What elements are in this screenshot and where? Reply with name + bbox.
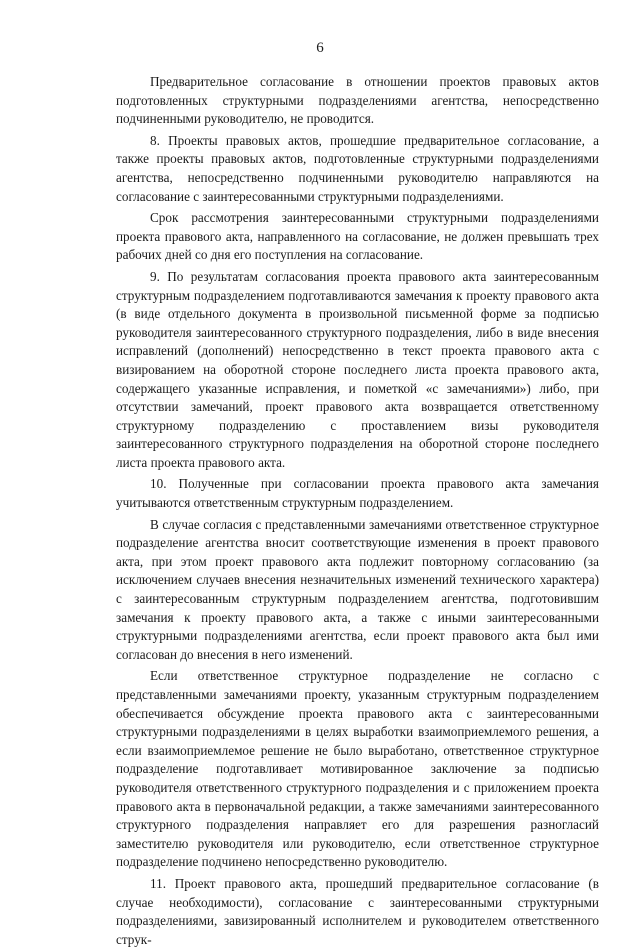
paragraph-clause-10: 10. Полученные при согласовании проекта правового акта замечания учитываются ответственным структурным подразделением. [116,476,599,511]
document-body [116,73,599,949]
paragraph-clause-11: 11. Проект правового акта, прошедший предварительное согласование (в случае необходимости), согласование с заинтересованными структурными подразделениями, завизированный исполнителем и руководителем ответственного струк- [116,875,599,947]
paragraph-disagreement-case: Если ответственное структурное подразделение не согласно с представленными замечаниями проекту, указанным структурным подразделением обеспечивается обсуждение проекта правового акта с заинтересованными структурными подразделениями в целях выработки взаимоприемлемого решения, а если взаимоприемлемое решение не было выработано, ответственное структурное подразделение подготавливает мотивированное заключение за подписью руководителя ответственного структурного подразделения и с приложением проекта правового акта в первоначальной редакции, а также замечаниями заинтересованного структурного подразделения направляет его для разрешения разногласий заместителю руководителя или руководителю, если ответственное структурное подразделение подчинено непосредственно руководителю. [116,668,599,870]
paragraph-agreement-case: В случае согласия с представленными замечаниями ответственное структурное подразделение агентства вносит соответствующие изменения в проект правового акта, при этом проект правового акта подлежит повторному согласованию (за исключением случаев внесения незначительных изменений технического характера) с заинтересованным структурным подразделением агентства, подготовившим замечания к проекту правового акта, а также с иными заинтересованными структурными подразделениями агентства, если проект правового акта был ими согласован до внесения в него изменений. [116,516,599,662]
paragraph-clause-9: 9. По результатам согласования проекта правового акта заинтересованным структурным подразделением подготавливаются замечания к проекту правового акта (в виде отдельного документа в произвольной письменной форме за подписью руководителя заинтересованного структурного подразделения, либо в виде внесения исправлений (дополнений) непосредственно в текст проекта правового акта с визированием на оборотной стороне последнего листа проекта правового акта, содержащего указанные исправления, и пометкой «с замечаниями») либо, при отсутствии замечаний, проект правового акта возвращается ответственному структурному подразделению с проставлением визы руководителя заинтересованного структурного подразделения на оборотной стороне последнего листа проекта правового акта. [116,268,599,470]
paragraph-clause-8: 8. Проекты правовых актов, прошедшие предварительное согласование, а также проекты правовых актов, подготовленные структурными подразделениями агентства, непосредственно подчиненными руководителю направляются на согласование с заинтересованными структурными подразделениями. [116,132,599,204]
paragraph-review-term: Срок рассмотрения заинтересованными структурными подразделениями проекта правового акта, направленного на согласование, не должен превышать трех рабочих дней со дня его поступления на согласование. [116,210,599,263]
paragraph-preliminary-approval: Предварительное согласование в отношении проектов правовых актов подготовленных структурными подразделениями агентства, непосредственно подчиненными руководителю, не проводится. [116,74,599,127]
page-number: 6 [316,40,324,56]
